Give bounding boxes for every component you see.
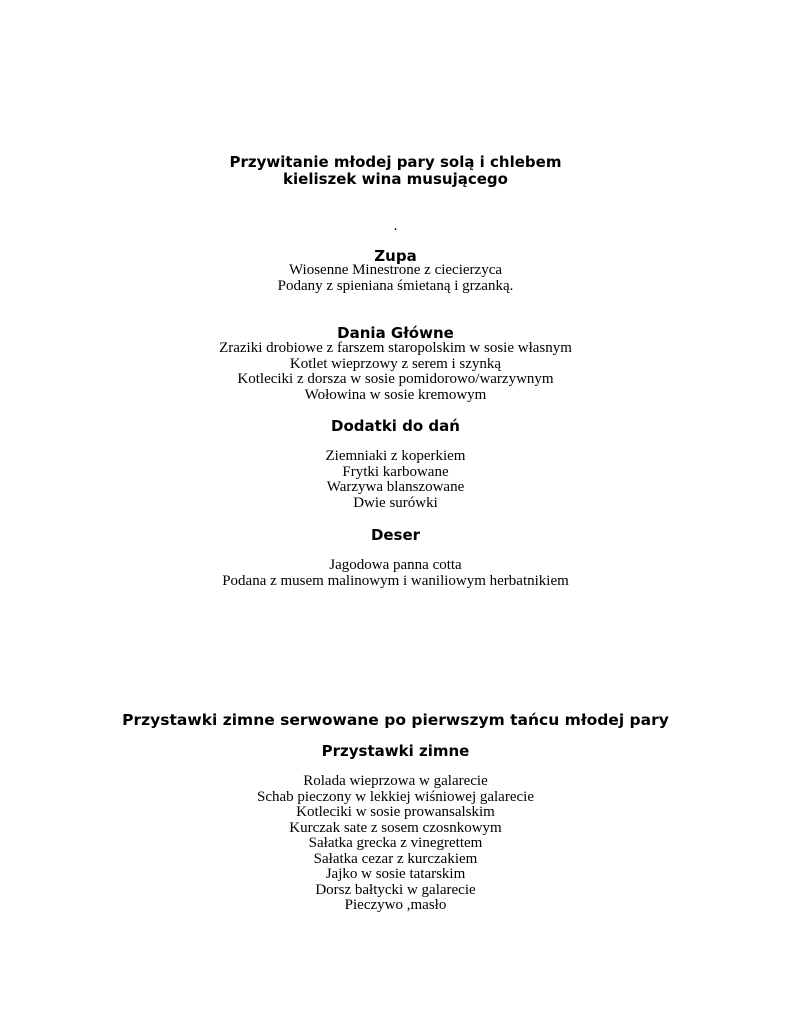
dessert-item: Podana z musem malinowym i waniliowym herbatnikiem (222, 572, 569, 589)
soup-item: Podany z spieniana śmietaną i grzanką. (277, 277, 514, 294)
separator-dot: . (393, 218, 398, 234)
mains-items (0, 341, 791, 403)
welcome-line-2: kieliszek wina musującego (283, 170, 508, 188)
mains-item: Wołowina w sosie kremowym (304, 386, 487, 403)
dessert-heading: Deser (370, 526, 421, 544)
cold-item: Dorsz bałtycki w galarecie (315, 881, 476, 898)
soup-items (0, 263, 791, 294)
cold-appetizers-items (0, 774, 791, 914)
soup-heading: Zupa (374, 247, 417, 265)
sides-item: Frytki karbowane (342, 463, 449, 480)
cold-appetizers-title: Przystawki zimne serwowane po pierwszym tańcu młodej pary (122, 711, 669, 729)
welcome-line-1: Przywitanie młodej pary solą i chlebem (229, 153, 562, 171)
sides-item: Ziemniaki z koperkiem (325, 448, 466, 464)
soup-item: Wiosenne Minestrone z ciecierzyca (288, 262, 503, 278)
mains-item: Kotlet wieprzowy z serem i szynką (289, 355, 502, 372)
cold-item: Pieczywo ,masło (344, 897, 447, 913)
cold-appetizers-heading: Przystawki zimne (321, 742, 470, 760)
mains-item: Kotleciki z dorsza w sosie pomidorowo/warzywnym (237, 371, 554, 387)
cold-item: Kotleciki w sosie prowansalskim (296, 804, 495, 820)
dessert-item: Jagodowa panna cotta (329, 557, 462, 573)
mains-item: Zraziki drobiowe z farszem staropolskim w sosie własnym (219, 340, 572, 356)
cold-item: Rolada wieprzowa w galarecie (303, 773, 488, 789)
dessert-items (0, 558, 791, 589)
sides-item: Dwie surówki (353, 494, 438, 511)
sides-item: Warzywa blanszowane (326, 479, 465, 495)
cold-item: Jajko w sosie tatarskim (325, 866, 466, 882)
mains-heading: Dania Główne (337, 324, 454, 342)
sides-heading: Dodatki do dań (331, 417, 460, 435)
cold-item: Sałatka grecka z vinegrettem (308, 835, 483, 851)
sides-items (0, 449, 791, 511)
cold-item: Sałatka cezar z kurczakiem (313, 850, 478, 867)
cold-item: Kurczak sate z sosem czosnkowym (289, 819, 502, 836)
cold-item: Schab pieczony w lekkiej wiśniowej galarecie (257, 788, 534, 805)
